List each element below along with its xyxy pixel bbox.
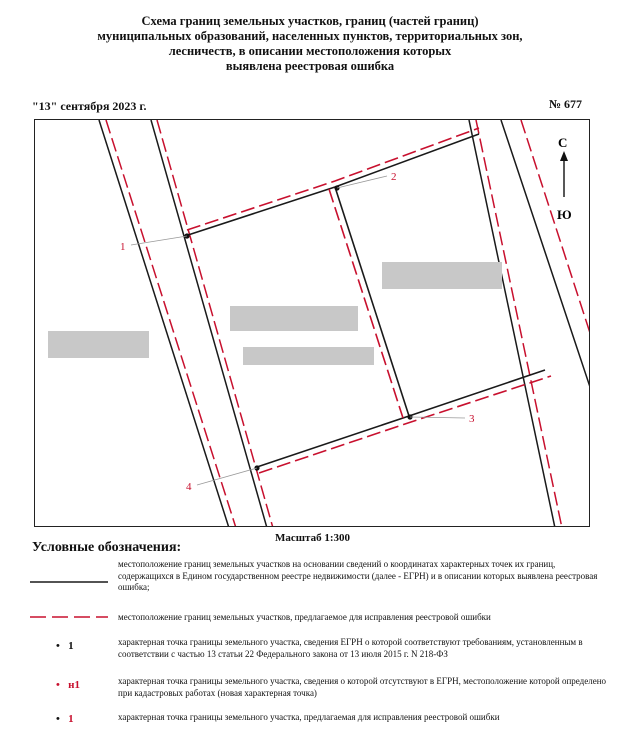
point-dot-icon: • <box>56 713 60 725</box>
compass-north-label: С <box>558 135 568 150</box>
parcel-boundary-black <box>335 187 409 416</box>
document-number: № 677 <box>548 97 582 111</box>
parcel-boundary-black <box>257 370 545 467</box>
legend-item-text: характерная точка границы земельного участка, предлагаемая для исправления реестровой ошибки <box>118 712 500 722</box>
legend-item-text: характерная точка границы земельного участка, сведения ЕГРН о которой соответствуют требованиям, установленным в соответствии с частью 13 статьи 22 Федерального закона от 13 июля 2015 г. N 218-ФЗ <box>118 637 583 659</box>
legend-title: Условные обозначения: <box>32 540 182 555</box>
legend-symbol-label: 1 <box>68 640 74 652</box>
point-label-2: 2 <box>391 171 397 183</box>
redacted-label <box>382 262 502 289</box>
title-line: лесничеств, в описании местоположения которых <box>168 44 452 58</box>
road-boundary-red-line <box>521 120 590 336</box>
road-boundary-line <box>501 120 590 390</box>
parcel-boundary-red <box>329 189 403 418</box>
parcel-boundary-red <box>187 128 479 230</box>
legend-black-point-symbol <box>56 640 74 652</box>
north-arrow-head-icon <box>560 151 568 161</box>
legend-symbol-label: н1 <box>68 679 80 691</box>
leader-line-3 <box>410 417 465 418</box>
redacted-label <box>243 347 374 365</box>
document-title <box>0 14 620 74</box>
parcel-boundary-black <box>185 134 479 236</box>
road-boundary-red-line <box>476 120 562 527</box>
road-boundary-line <box>469 120 555 527</box>
point-label-4: 4 <box>186 481 192 493</box>
scheme-frame <box>34 119 590 527</box>
legend-red-point-symbol <box>56 713 74 725</box>
parcel-boundary-red <box>259 376 551 473</box>
compass-south-label: Ю <box>557 207 572 222</box>
point-label-1: 1 <box>120 241 126 253</box>
legend-symbol-label: 1 <box>68 713 74 725</box>
redacted-label <box>48 331 149 358</box>
legend-new-point-symbol <box>56 679 80 691</box>
title-line: Схема границ земельных участков, границ (частей границ) <box>141 14 479 28</box>
title-line: выявлена реестровая ошибка <box>225 59 395 73</box>
document-date: "13" сентября 2023 г. <box>32 99 147 113</box>
scale-label: Масштаб 1:300 <box>275 532 351 544</box>
redacted-label <box>230 306 358 331</box>
legend-red-line-symbol <box>30 615 108 619</box>
road-boundary-red-line <box>106 120 236 527</box>
title-line: муниципальных образований, населенных пунктов, территориальных зон, <box>97 29 523 43</box>
leader-line-4 <box>197 468 257 485</box>
point-dot-icon: • <box>56 679 60 691</box>
point-label-3: 3 <box>469 413 475 425</box>
leader-line-1 <box>131 236 187 245</box>
legend-item-text: местоположение границ земельных участков, предлагаемое для исправления реестровой ошибки <box>118 612 491 622</box>
legend-black-line-symbol <box>30 580 108 584</box>
legend-item-text: характерная точка границы земельного участка, сведения о которой отсутствуют в ЕГРН, местоположение которой определено при кадастровых работах (новая характерная точка) <box>118 676 607 698</box>
legend-item-text: местоположение границ земельных участков на основании сведений о координатах характерных точек их границ, содержащихся в Едином государственном реестре недвижимости (далее - ЕГРН) и в описании которых выявлена реестровая ошибка; <box>118 559 598 592</box>
point-dot-icon: • <box>56 640 60 652</box>
